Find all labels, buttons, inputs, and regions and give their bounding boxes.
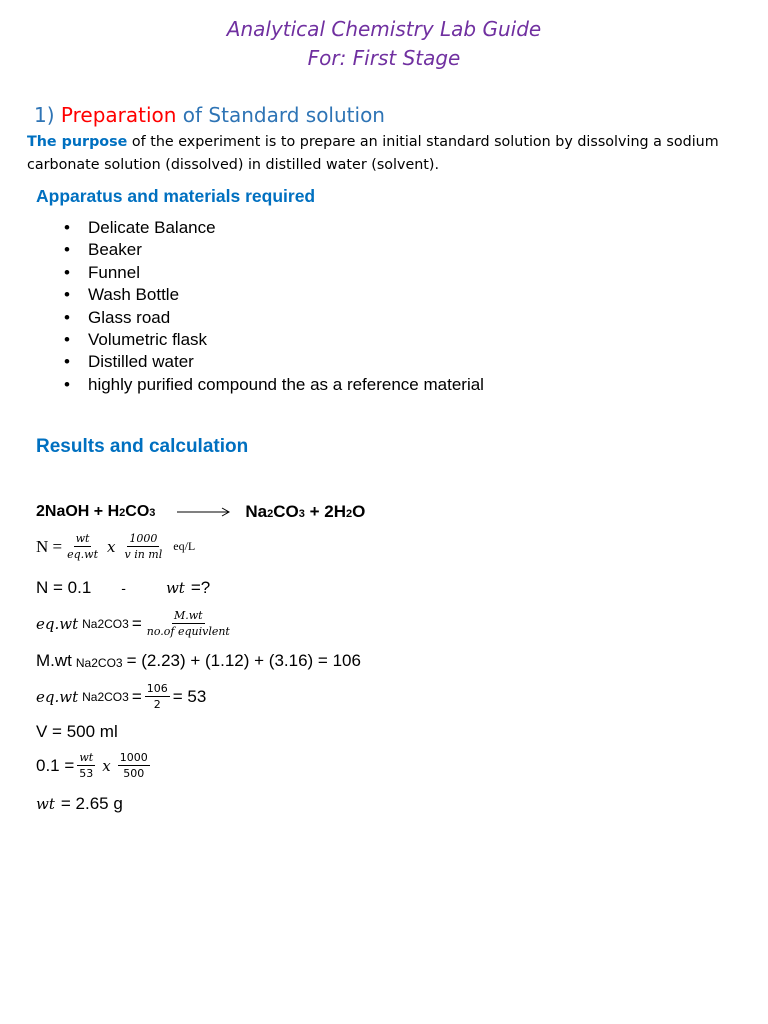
fraction: $\frac{1000}{\text{v in ml}}$	[124, 532, 163, 561]
section-heading	[34, 103, 385, 127]
bullet-icon: •	[64, 307, 70, 327]
section-number: 1)	[34, 103, 55, 127]
results-heading: Results and calculation	[36, 436, 249, 457]
result-line: wt = 2.65 g	[36, 794, 123, 813]
reaction-lhs: 2NaOH + H2CO3	[36, 503, 156, 520]
section-heading-rest: of Standard solution	[182, 103, 385, 127]
fraction: $\frac{wt}{53}$	[79, 751, 94, 780]
bullet-icon: •	[64, 285, 70, 305]
apparatus-list	[60, 217, 484, 396]
molar-mass-line: M.wt Na2CO3 = (2.23) + (1.12) + (3.16) = 106	[36, 651, 361, 670]
list-item: • Volumetric flask	[60, 329, 484, 351]
list-item: • Wash Bottle	[60, 284, 484, 306]
list-item: • Beaker	[60, 239, 484, 261]
list-item: • Distilled water	[60, 351, 484, 373]
list-item: • highly purified compound the as a reference material	[60, 374, 484, 396]
reaction-equation	[36, 502, 365, 522]
equivalent-weight-formula: eq.wt Na2CO3 = $\frac{M.wt}{\text{no.of equivlent}}$	[36, 609, 230, 638]
bullet-icon: •	[64, 329, 70, 349]
substitution-line: 0.1 = $\frac{wt}{53}$ x $\frac{1000}{500}$	[36, 751, 148, 780]
fraction: $\frac{wt}{eq.wt}$	[67, 532, 99, 561]
purpose-text: of the experiment is to prepare an initial standard solution by dissolving a sodium carbonate solution (dissolved) in distilled water (solvent).	[27, 134, 719, 173]
list-item: • Delicate Balance	[60, 217, 484, 239]
fraction: $\frac{M.wt}{\text{no.of equivlent}}$	[146, 609, 230, 638]
purpose-label: The purpose	[27, 134, 128, 150]
apparatus-heading: Apparatus and materials required	[36, 186, 316, 206]
bullet-icon: •	[64, 262, 70, 282]
bullet-icon: •	[64, 352, 70, 372]
document-title: Analytical Chemistry Lab Guide	[226, 17, 542, 41]
bullet-icon: •	[64, 240, 70, 260]
reaction-arrow-icon	[177, 507, 231, 517]
equivalent-weight-value: eq.wt Na2CO3 = $\frac{106}{2}$ = 53	[36, 682, 207, 711]
list-item: • Glass road	[60, 307, 484, 329]
normality-formula: N = $\frac{wt}{eq.wt}$ x $\frac{1000}{\text{v in ml}}$ eq/L	[36, 532, 196, 561]
fraction: $\frac{1000}{500}$	[119, 751, 148, 780]
list-item: • Funnel	[60, 262, 484, 284]
purpose-paragraph	[27, 131, 747, 177]
volume-line: V = 500 ml	[36, 722, 118, 741]
bullet-icon: •	[64, 218, 70, 237]
fraction: $\frac{106}{2}$	[146, 682, 168, 711]
bullet-icon: •	[64, 374, 70, 394]
section-heading-highlight: Preparation	[60, 103, 177, 127]
reaction-rhs: Na2CO3 + 2H2O	[245, 502, 366, 521]
document-subtitle: For: First Stage	[307, 46, 461, 70]
given-values: N = 0.1 - wt =?	[36, 578, 211, 597]
